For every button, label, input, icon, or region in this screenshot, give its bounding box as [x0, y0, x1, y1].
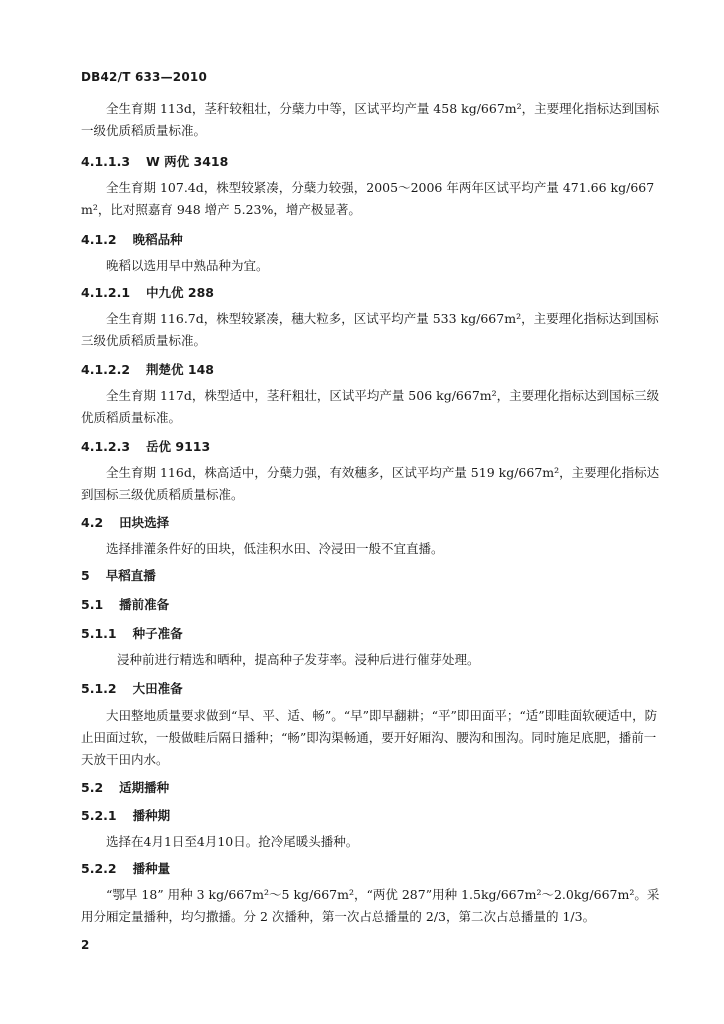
section-heading-4-1-2-1 — [81, 283, 214, 301]
section-heading-5-1-2 — [81, 679, 183, 697]
section-title: 岳优 9113 — [146, 439, 211, 454]
section-heading-5-1 — [81, 595, 169, 613]
section-title: 大田准备 — [132, 681, 183, 696]
section-title: 早稻直播 — [105, 568, 156, 583]
paragraph: 选择排灌条件好的田块，低洼积水田、冷浸田一般不宜直播。 — [106, 541, 444, 556]
section-heading-4-2 — [81, 513, 169, 531]
section-heading-5-1-1 — [81, 624, 183, 642]
section-title: 晚稻品种 — [132, 232, 183, 247]
paragraph: “鄂早 18” 用种 3 kg/667m²～5 kg/667m²，“两优 287”用种 1.5kg/667m²～2.0kg/667m²。采用分厢定量播种，均匀撒播。分 2 次播种，第一次占总播量的 2/3，第二次占总播量的 1/3。 — [81, 887, 660, 924]
section-heading-4-1-2-2 — [81, 360, 214, 378]
paragraph: 全生育期 107.4d，株型较紧凑，分蘖力较强，2005～2006 年两年区试平均产量 471.66 kg/667 m²，比对照嘉育 948 增产 5.23%，增产极显著。 — [81, 180, 655, 217]
standard-id: DB42/T 633—2010 — [81, 70, 207, 84]
paragraph: 全生育期 116d，株高适中，分蘖力强，有效穗多，区试平均产量 519 kg/667m²，主要理化指标达到国标三级优质稻质量标准。 — [81, 465, 660, 502]
section-heading-5-2-1 — [81, 806, 170, 824]
section-number: 4.1.2.3 — [81, 439, 131, 454]
section-title: 适期播种 — [119, 780, 170, 795]
paragraph: 全生育期 117d，株型适中，茎秆粗壮，区试平均产量 506 kg/667m²，主要理化指标达到国标三级优质稻质量标准。 — [81, 388, 660, 425]
section-number: 4.1.1.3 — [81, 154, 131, 169]
section-heading-5-2-2 — [81, 859, 170, 877]
section-number: 5.2.2 — [81, 861, 117, 876]
section-number: 5 — [81, 568, 90, 583]
paragraph: 全生育期 113d，茎秆较粗壮，分蘖力中等，区试平均产量 458 kg/667m²，主要理化指标达到国标一级优质稻质量标准。 — [81, 101, 660, 138]
page-number: 2 — [81, 938, 90, 952]
section-title: 播前准备 — [119, 597, 170, 612]
section-number: 5.1.1 — [81, 626, 117, 641]
section-title: 播种量 — [132, 861, 171, 876]
section-number: 4.1.2.1 — [81, 285, 131, 300]
section-number: 4.1.2 — [81, 232, 117, 247]
paragraph: 全生育期 116.7d，株型较紧凑，穗大粒多，区试平均产量 533 kg/667m²，主要理化指标达到国标三级优质稻质量标准。 — [81, 311, 659, 348]
paragraph: 浸种前进行精选和晒种，提高种子发芽率。浸种后进行催芽处理。 — [117, 652, 480, 667]
section-number: 5.1 — [81, 597, 104, 612]
paragraph: 选择在4月1日至4月10日。抢冷尾暖头播种。 — [106, 834, 359, 849]
section-heading-4-1-1-3 — [81, 152, 228, 170]
section-title: 播种期 — [132, 808, 171, 823]
section-number: 5.1.2 — [81, 681, 117, 696]
section-title: 田块选择 — [119, 515, 170, 530]
section-heading-4-1-2 — [81, 230, 183, 248]
section-title: W 两优 3418 — [146, 154, 229, 169]
paragraph: 晚稻以选用早中熟品种为宜。 — [106, 258, 269, 273]
section-title: 中九优 288 — [146, 285, 214, 300]
section-number: 4.2 — [81, 515, 104, 530]
section-number: 4.1.2.2 — [81, 362, 131, 377]
section-title: 荆楚优 148 — [146, 362, 214, 377]
section-number: 5.2.1 — [81, 808, 117, 823]
section-number: 5.2 — [81, 780, 104, 795]
paragraph: 大田整地质量要求做到“早、平、适、畅”。“早”即早翻耕；“平”即田面平；“适”即畦面软硬适中，防止田面过软，一般做畦后隔日播种；“畅”即沟渠畅通，要开好厢沟、腰沟和围沟。同时施足底肥，播前一天放干田内水。 — [81, 708, 658, 767]
section-heading-5 — [81, 566, 156, 584]
section-heading-4-1-2-3 — [81, 437, 210, 455]
section-heading-5-2 — [81, 778, 169, 796]
section-title: 种子准备 — [132, 626, 183, 641]
